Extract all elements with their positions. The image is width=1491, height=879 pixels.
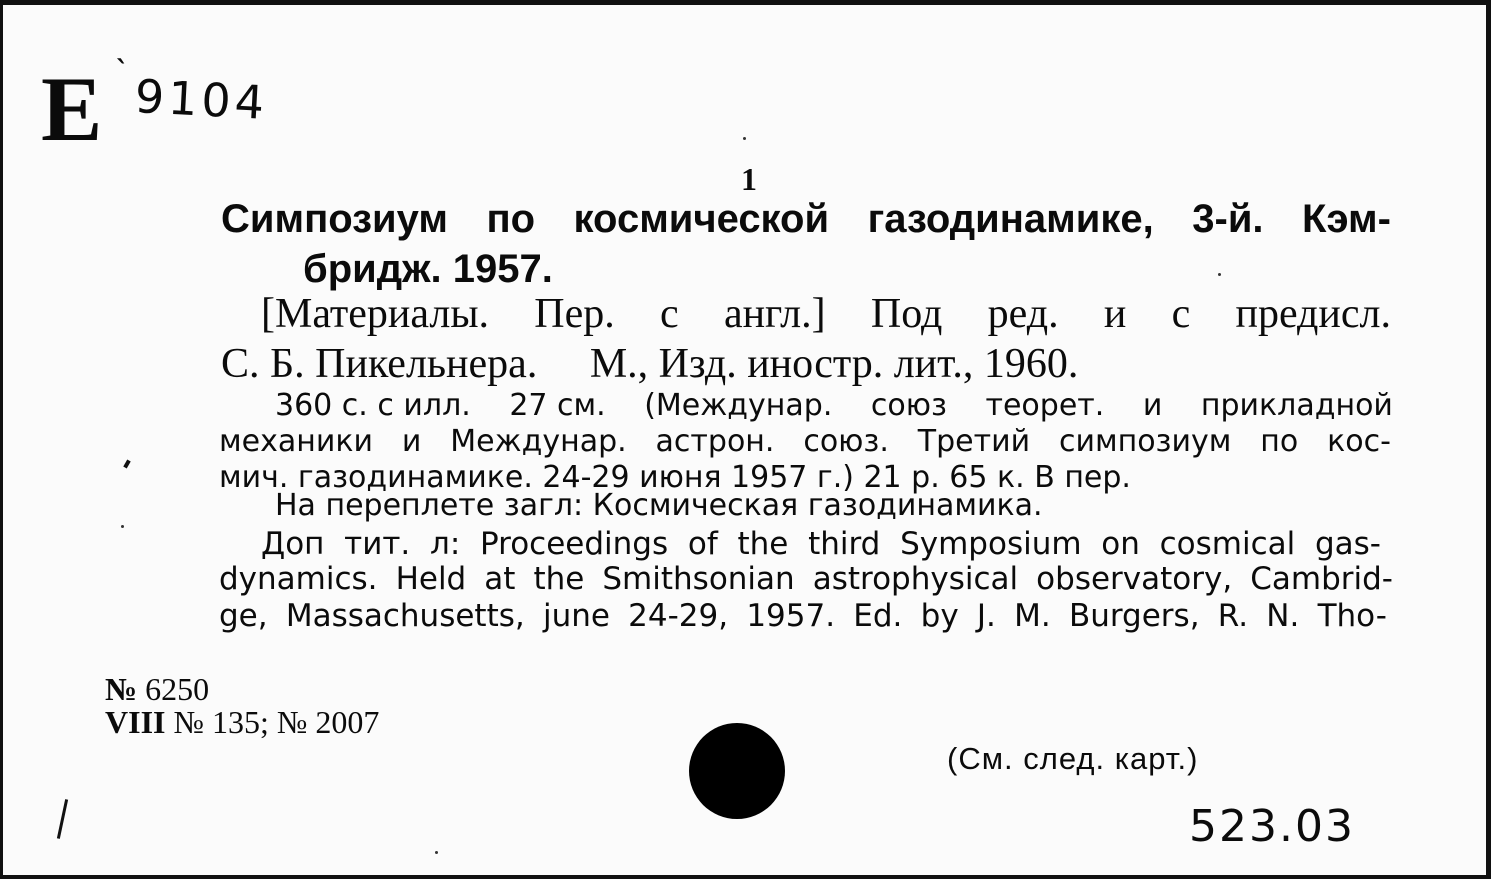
word: союз.: [803, 424, 889, 459]
word: Симпозиум: [221, 197, 448, 241]
inventory-line-2: [105, 705, 379, 739]
card-number: 1: [741, 161, 757, 197]
word: теорет.: [985, 388, 1105, 423]
continuation-note: (См. след. карт.): [947, 741, 1199, 776]
word: по: [486, 197, 536, 241]
title-line-1: [221, 195, 1391, 243]
word: J.: [976, 598, 996, 634]
speck-dot: [435, 851, 438, 854]
word: кос-: [1327, 424, 1391, 459]
binding-title-note: На переплете загл: Космическая газодинамика.: [275, 488, 1043, 523]
word: astrophysical: [812, 561, 1019, 597]
word: механики: [219, 424, 373, 459]
shelfmark-accent-mark: ˋ: [115, 55, 129, 88]
word: и: [401, 424, 422, 459]
classification-number: 523.03: [1189, 801, 1355, 852]
word: 3-й.: [1192, 197, 1264, 241]
word: observatory,: [1036, 561, 1233, 597]
word: предисл.: [1235, 291, 1391, 337]
word: cosmical: [1159, 526, 1296, 562]
parallel-title-line-2: [219, 561, 1393, 597]
word: Proceedings: [480, 526, 669, 562]
word: Под: [870, 291, 943, 337]
inventory-prefix: VIII: [105, 704, 166, 740]
ink-tick-mark: [123, 460, 130, 469]
speck-dot: [121, 525, 124, 528]
word: M.: [1014, 598, 1051, 634]
word: 1957.: [746, 598, 836, 634]
word: [Материалы.: [261, 291, 490, 337]
word: (Междунар.: [644, 388, 833, 423]
word: Доп: [261, 526, 325, 562]
card-punch-hole: [689, 723, 785, 819]
inventory-numbers: № 135; № 2007: [173, 704, 380, 740]
word: dynamics.: [219, 561, 378, 597]
word: june: [542, 598, 610, 634]
word: и: [1103, 291, 1127, 337]
collation-line-2: [219, 424, 1391, 460]
word: космической: [573, 197, 830, 241]
word: Smithsonian: [602, 561, 795, 597]
word: at: [484, 561, 516, 597]
word: союз: [870, 388, 947, 423]
inventory-line-1: [105, 672, 209, 706]
word: симпозиум: [1058, 424, 1232, 459]
word: Massachusetts,: [285, 598, 525, 634]
word: тит.: [344, 526, 411, 562]
word: с: [660, 291, 679, 337]
imprint-line-2: С. Б. Пикельнера. М., Изд. иностр. лит., 1960.: [221, 341, 1079, 387]
shelfmark-letter: Е: [41, 58, 103, 160]
parallel-title-line-3: [219, 598, 1387, 634]
word: third: [808, 526, 881, 562]
title-line-2: бридж. 1957.: [303, 247, 553, 291]
word: 27 см.: [509, 388, 606, 423]
word: Burgers,: [1068, 598, 1200, 634]
word: с: [1171, 291, 1191, 337]
word: on: [1101, 526, 1140, 562]
word: ge,: [219, 598, 268, 634]
shelfmark-number: 9104: [133, 69, 270, 130]
word: Tho-: [1317, 598, 1387, 634]
collation-line-3: мич. газодинамике. 24-29 июня 1957 г.) 21 р. 65 к. В пер.: [219, 460, 1131, 495]
word: R.: [1217, 598, 1249, 634]
collation-line-1: [275, 388, 1393, 424]
word: by: [920, 598, 959, 634]
word: Третий: [917, 424, 1031, 459]
inventory-number: 6250: [145, 671, 210, 707]
word: of: [687, 526, 718, 562]
word: gas-: [1314, 526, 1381, 562]
word: по: [1260, 424, 1299, 459]
word: Междунар.: [450, 424, 627, 459]
pencil-slash-mark: [57, 799, 68, 839]
word: англ.]: [723, 291, 826, 337]
speck-dot: [1218, 273, 1221, 276]
word: Пер.: [534, 291, 615, 337]
word: Ed.: [853, 598, 903, 634]
word: Кэм-: [1302, 197, 1391, 241]
word: и: [1142, 388, 1163, 423]
imprint-line-1: [261, 289, 1391, 339]
word: N.: [1266, 598, 1300, 634]
parallel-title-line-1: [261, 526, 1381, 562]
word: астрон.: [655, 424, 775, 459]
word: ред.: [987, 291, 1059, 337]
word: the: [533, 561, 585, 597]
word: Cambrid-: [1250, 561, 1393, 597]
word: газодинамике,: [867, 197, 1154, 241]
word: л:: [430, 526, 461, 562]
word: 360 с. с илл.: [275, 388, 471, 423]
word: the: [737, 526, 789, 562]
number-sign: №: [105, 671, 138, 707]
word: Symposium: [900, 526, 1082, 562]
word: Held: [395, 561, 467, 597]
word: прикладной: [1200, 388, 1393, 423]
word: 24-29,: [628, 598, 729, 634]
speck-dot: [743, 137, 746, 140]
